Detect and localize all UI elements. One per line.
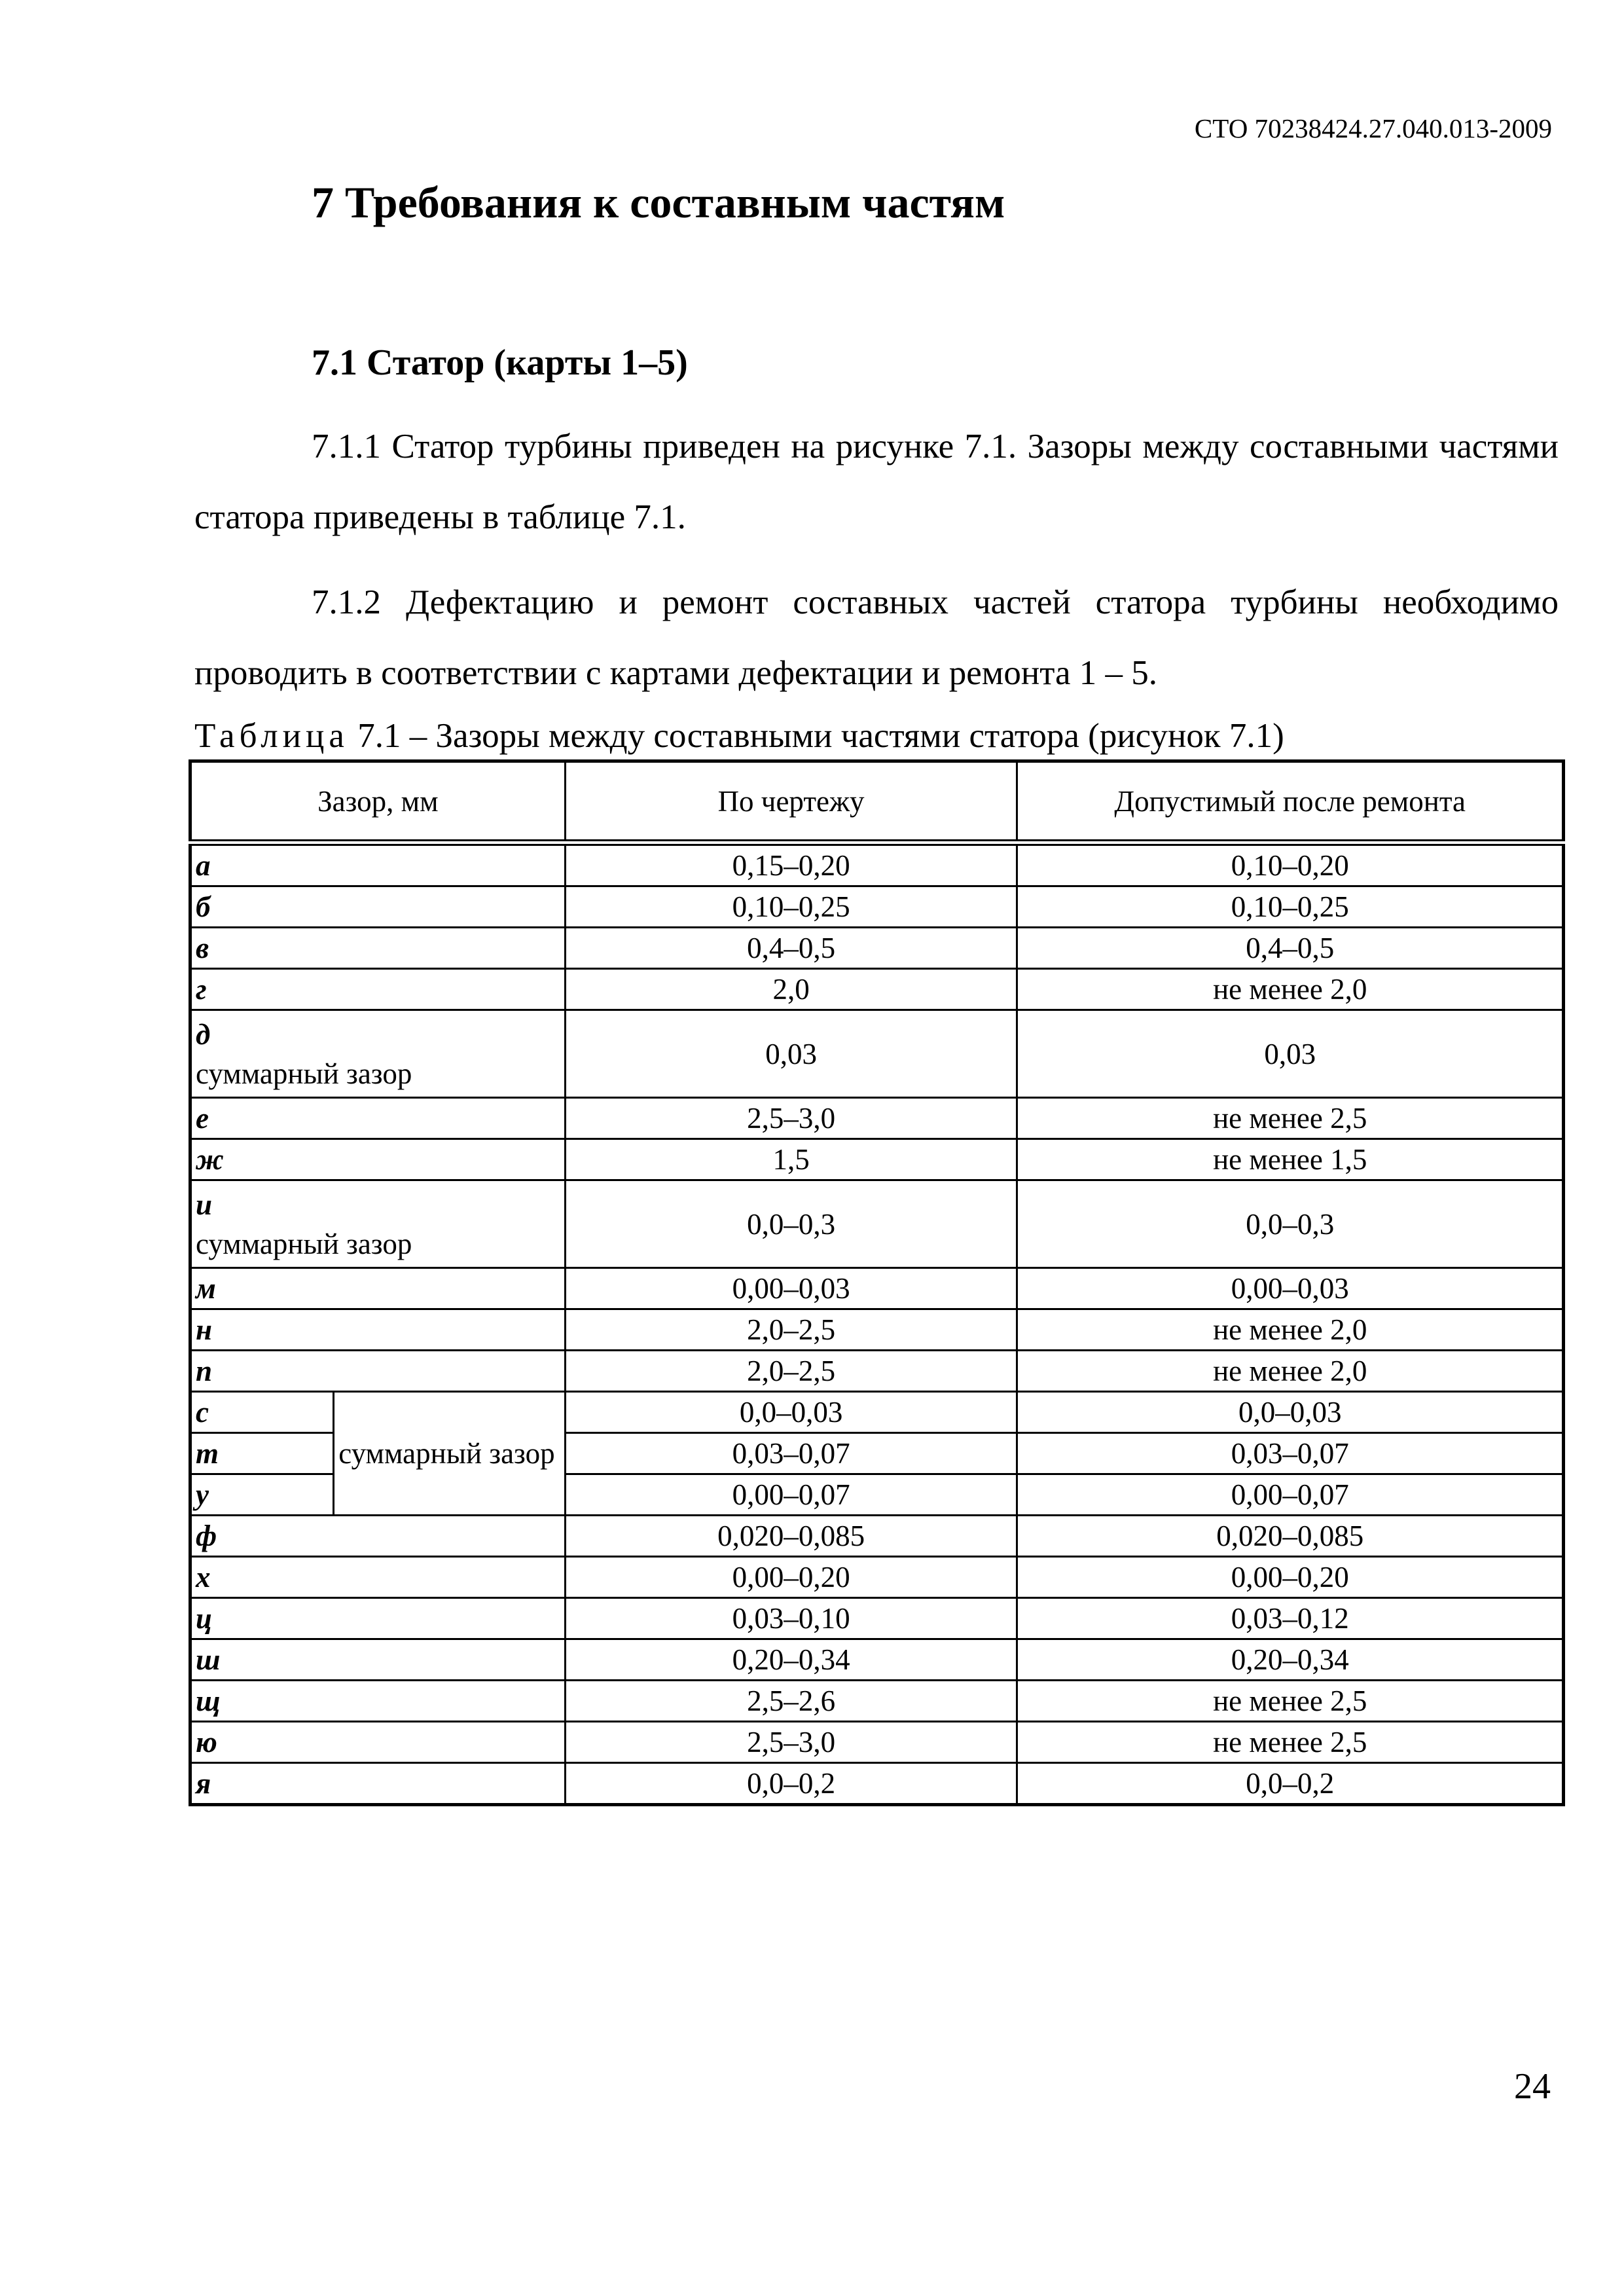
allowed-value: не менее 2,5 xyxy=(1017,1722,1564,1763)
table-row xyxy=(190,1139,1564,1180)
gap-key: г xyxy=(190,969,566,1010)
table-row xyxy=(190,1516,1564,1557)
drawing-value: 1,5 xyxy=(565,1139,1017,1180)
gap-key-cell xyxy=(190,1180,566,1268)
clearances-table xyxy=(189,759,1565,1806)
gap-note: суммарный зазор xyxy=(196,1057,412,1090)
drawing-value: 0,20–0,34 xyxy=(565,1639,1017,1681)
allowed-value: 0,0–0,2 xyxy=(1017,1763,1564,1805)
drawing-value: 0,00–0,03 xyxy=(565,1268,1017,1309)
allowed-value: 0,020–0,085 xyxy=(1017,1516,1564,1557)
gap-key: я xyxy=(190,1763,566,1805)
table-row xyxy=(190,1392,1564,1433)
gap-key: щ xyxy=(190,1681,566,1722)
subsection-title: 7.1 Статор (карты 1–5) xyxy=(312,342,688,383)
gap-key: ж xyxy=(190,1139,566,1180)
drawing-value: 2,5–3,0 xyxy=(565,1098,1017,1139)
table-row xyxy=(190,1268,1564,1309)
drawing-value: 0,00–0,20 xyxy=(565,1557,1017,1598)
gap-key: у xyxy=(190,1474,334,1516)
gap-key: б xyxy=(190,886,566,928)
gap-key: х xyxy=(190,1557,566,1598)
allowed-value: 0,00–0,07 xyxy=(1017,1474,1564,1516)
allowed-value: 0,0–0,03 xyxy=(1017,1392,1564,1433)
table-row xyxy=(190,969,1564,1010)
gap-key: н xyxy=(190,1309,566,1351)
allowed-value: 0,20–0,34 xyxy=(1017,1639,1564,1681)
allowed-value: 0,03 xyxy=(1017,1010,1564,1098)
drawing-value: 2,0–2,5 xyxy=(565,1309,1017,1351)
gap-key: и xyxy=(196,1188,213,1221)
table-row xyxy=(190,843,1564,886)
gap-key: ц xyxy=(190,1598,566,1639)
drawing-value: 0,0–0,2 xyxy=(565,1763,1017,1805)
table-row xyxy=(190,1309,1564,1351)
gap-key-cell xyxy=(190,1010,566,1098)
allowed-value: 0,10–0,25 xyxy=(1017,886,1564,928)
table-row xyxy=(190,1098,1564,1139)
allowed-value: 0,03–0,07 xyxy=(1017,1433,1564,1474)
drawing-value: 2,5–2,6 xyxy=(565,1681,1017,1722)
group-note: суммарный зазор xyxy=(334,1392,565,1516)
gap-key: ф xyxy=(190,1516,566,1557)
drawing-value: 2,5–3,0 xyxy=(565,1722,1017,1763)
drawing-value: 0,020–0,085 xyxy=(565,1516,1017,1557)
allowed-value: не менее 2,0 xyxy=(1017,1309,1564,1351)
drawing-value: 2,0–2,5 xyxy=(565,1351,1017,1392)
drawing-value: 0,0–0,3 xyxy=(565,1180,1017,1268)
table-caption-text: 7.1 – Зазоры между составными частями статора (рисунок 7.1) xyxy=(348,717,1284,755)
gap-key: в xyxy=(190,928,566,969)
allowed-value: 0,10–0,20 xyxy=(1017,843,1564,886)
table-row xyxy=(190,1180,1564,1268)
drawing-value: 0,4–0,5 xyxy=(565,928,1017,969)
drawing-value: 2,0 xyxy=(565,969,1017,1010)
table-row xyxy=(190,1351,1564,1392)
gap-key: е xyxy=(190,1098,566,1139)
allowed-value: 0,00–0,20 xyxy=(1017,1557,1564,1598)
header-allowed: Допустимый после ремонта xyxy=(1017,761,1564,843)
drawing-value: 0,03–0,07 xyxy=(565,1433,1017,1474)
gap-key: с xyxy=(190,1392,334,1433)
gap-key: а xyxy=(190,843,566,886)
drawing-value: 0,10–0,25 xyxy=(565,886,1017,928)
header-drawing: По чертежу xyxy=(565,761,1017,843)
section-title: 7 Требования к составным частям xyxy=(312,177,1005,227)
allowed-value: 0,4–0,5 xyxy=(1017,928,1564,969)
paragraph-7-1-2: 7.1.2 Дефектацию и ремонт составных частей статора турбины необходимо проводить в соответствии с картами дефектации и ремонта 1 – 5. xyxy=(194,583,1559,692)
table-row xyxy=(190,886,1564,928)
drawing-value: 0,03–0,10 xyxy=(565,1598,1017,1639)
gap-key: м xyxy=(190,1268,566,1309)
gap-key: т xyxy=(190,1433,334,1474)
table-row xyxy=(190,1557,1564,1598)
drawing-value: 0,03 xyxy=(565,1010,1017,1098)
gap-key: д xyxy=(196,1017,211,1051)
allowed-value: 0,03–0,12 xyxy=(1017,1598,1564,1639)
header-gap: Зазор, мм xyxy=(190,761,566,843)
table-row xyxy=(190,1639,1564,1681)
table-row xyxy=(190,1598,1564,1639)
table-row xyxy=(190,1722,1564,1763)
paragraph-7-1-1: 7.1.1 Статор турбины приведен на рисунке 7.1. Зазоры между составными частями статора приведены в таблице 7.1. xyxy=(194,428,1559,536)
table-row xyxy=(190,1763,1564,1805)
gap-key: ш xyxy=(190,1639,566,1681)
allowed-value: не менее 2,5 xyxy=(1017,1681,1564,1722)
allowed-value: 0,00–0,03 xyxy=(1017,1268,1564,1309)
page-number: 24 xyxy=(1514,2066,1551,2107)
table-caption xyxy=(194,716,1284,756)
document-code: СТО 70238424.27.040.013-2009 xyxy=(1194,113,1552,143)
table-row xyxy=(190,1681,1564,1722)
table-header-row xyxy=(190,761,1564,843)
drawing-value: 0,00–0,07 xyxy=(565,1474,1017,1516)
gap-key: п xyxy=(190,1351,566,1392)
table-row xyxy=(190,1010,1564,1098)
allowed-value: не менее 1,5 xyxy=(1017,1139,1564,1180)
allowed-value: не менее 2,0 xyxy=(1017,969,1564,1010)
allowed-value: не менее 2,5 xyxy=(1017,1098,1564,1139)
drawing-value: 0,15–0,20 xyxy=(565,843,1017,886)
gap-note: суммарный зазор xyxy=(196,1227,412,1260)
drawing-value: 0,0–0,03 xyxy=(565,1392,1017,1433)
table-row xyxy=(190,928,1564,969)
table-caption-word: Таблица xyxy=(194,717,349,755)
gap-key: ю xyxy=(190,1722,566,1763)
allowed-value: не менее 2,0 xyxy=(1017,1351,1564,1392)
allowed-value: 0,0–0,3 xyxy=(1017,1180,1564,1268)
